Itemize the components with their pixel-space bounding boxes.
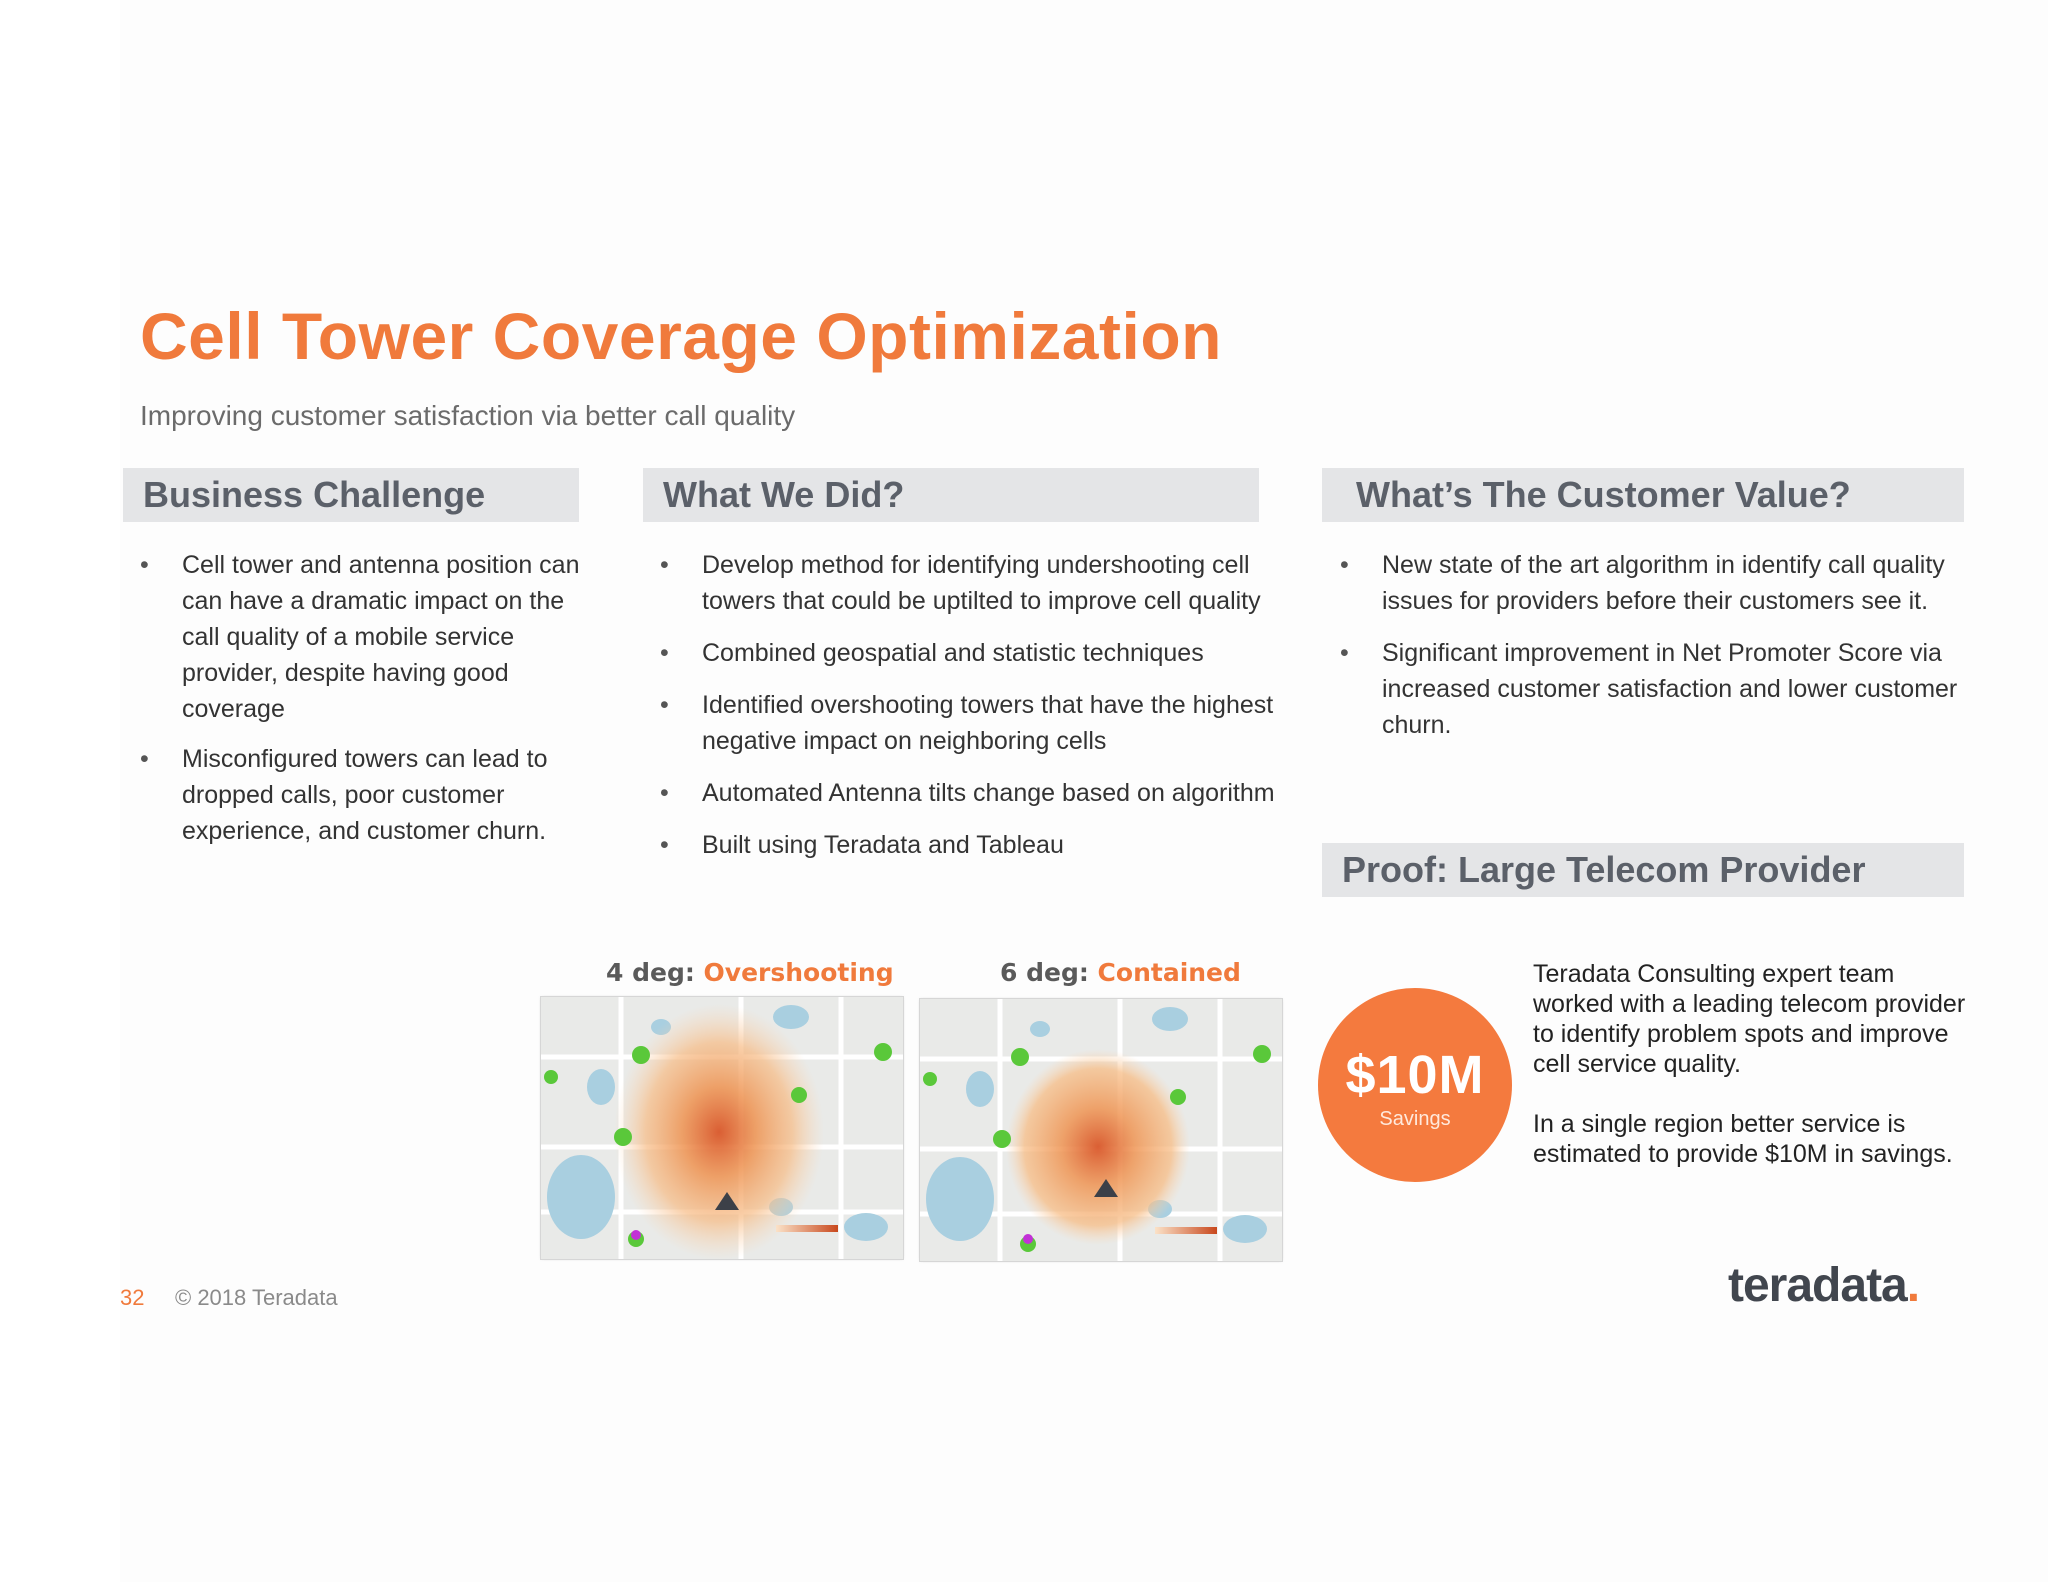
what-we-did-header: What We Did?: [643, 468, 1259, 522]
list-item: • Significant improvement in Net Promoter Score via increased customer satisfaction and lower customer churn.: [1340, 635, 1980, 743]
map-label-6deg: [1000, 958, 1241, 987]
savings-label: Savings: [1379, 1108, 1451, 1130]
proof-header: Proof: Large Telecom Provider: [1322, 843, 1964, 897]
map-label-status: Contained: [1097, 958, 1241, 987]
list-item: • Cell tower and antenna position can can have a dramatic impact on the call quality of a mobile service provider, despite having good coverage: [140, 547, 600, 727]
tower-marker-icon: [1023, 1234, 1033, 1244]
business-challenge-header: Business Challenge: [123, 468, 579, 522]
list-item: • Combined geospatial and statistic techniques: [660, 635, 1280, 671]
map-label-4deg: [606, 958, 894, 987]
page-title: Cell Tower Coverage Optimization: [140, 299, 1222, 373]
coverage-map-overshooting: [541, 997, 903, 1259]
list-item: • New state of the art algorithm in identify call quality issues for providers before their customers see it.: [1340, 547, 1980, 619]
what-we-did-list: [660, 547, 1280, 863]
list-item: • Automated Antenna tilts change based on algorithm: [660, 775, 1280, 811]
list-item: • Misconfigured towers can lead to dropped calls, poor customer experience, and customer churn.: [140, 741, 600, 849]
logo-dot: .: [1906, 1259, 1920, 1312]
signal-heat-overshooting: [614, 1004, 824, 1259]
teradata-logo: [1728, 1258, 1919, 1313]
proof-paragraph: Teradata Consulting expert team worked with a leading telecom provider to identify problem spots and improve cell service quality.: [1533, 960, 1966, 1078]
list-item: • Develop method for identifying undershooting cell towers that could be uptilted to improve cell quality: [660, 547, 1280, 619]
map-label-prefix: 4 deg:: [606, 958, 704, 987]
page-number: 32: [120, 1285, 145, 1310]
proof-paragraph: In a single region better service is estimated to provide $10M in savings.: [1533, 1110, 1953, 1168]
savings-badge: [1318, 988, 1512, 1182]
tower-marker-icon: [631, 1230, 641, 1240]
map-label-status: Overshooting: [703, 958, 894, 987]
map-legend-bar: [1155, 1227, 1217, 1234]
signal-heat-contained: [1006, 1049, 1190, 1245]
coverage-map-contained: [920, 999, 1282, 1261]
map-legend-bar: [776, 1225, 838, 1232]
list-item: • Built using Teradata and Tableau: [660, 827, 1280, 863]
logo-text: teradata: [1728, 1259, 1907, 1312]
business-challenge-list: [140, 547, 600, 849]
customer-value-header: What’s The Customer Value?: [1322, 468, 1964, 522]
copyright: © 2018 Teradata: [175, 1285, 338, 1310]
page-subtitle: Improving customer satisfaction via better call quality: [140, 400, 796, 431]
map-label-prefix: 6 deg:: [1000, 958, 1098, 987]
savings-amount: $10M: [1345, 1045, 1485, 1105]
customer-value-list: [1340, 547, 1980, 743]
list-item: • Identified overshooting towers that have the highest negative impact on neighboring cells: [660, 687, 1280, 759]
